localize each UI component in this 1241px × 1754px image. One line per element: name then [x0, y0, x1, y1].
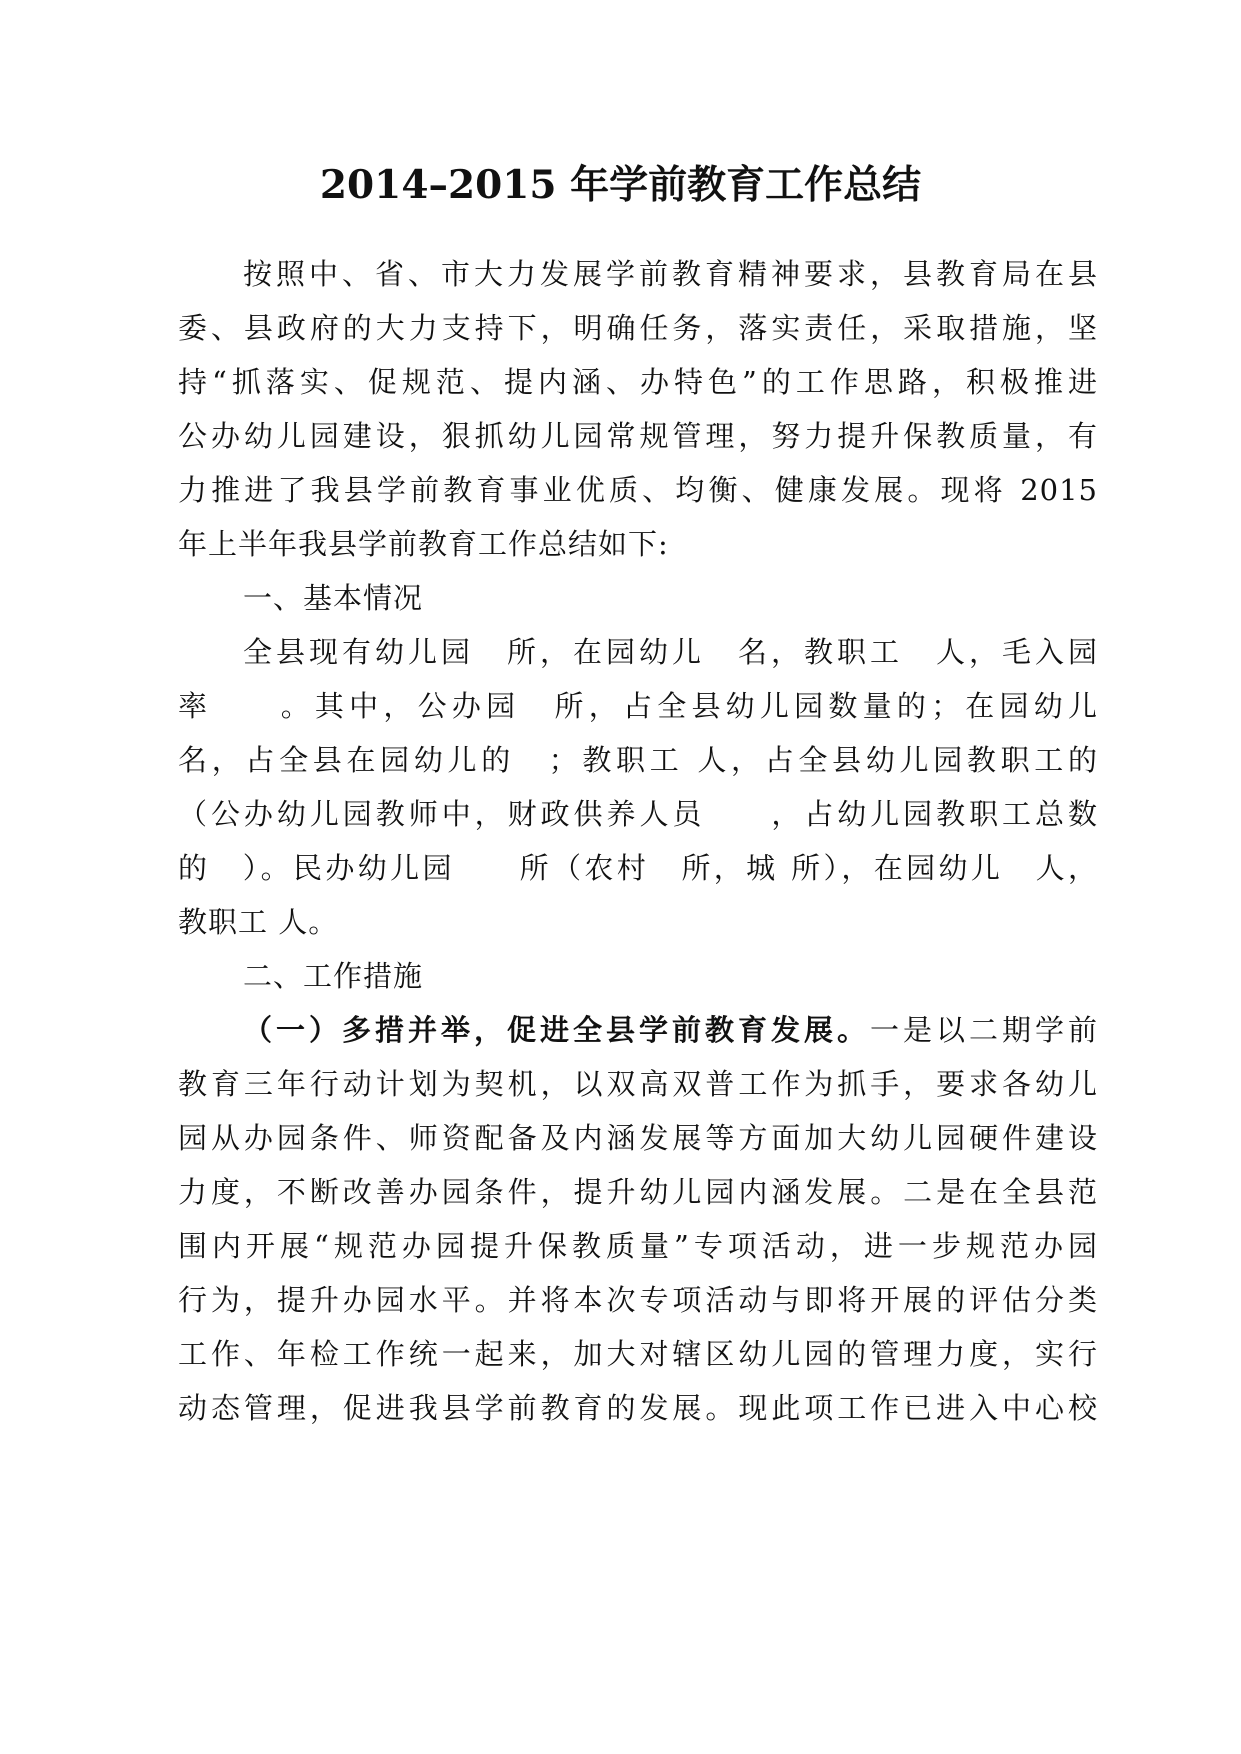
page-title: 2014–2015 年学前教育工作总结: [319, 162, 922, 208]
body-line-9: 名，占全县在园幼儿的 ；教职工 人，占全县幼儿园教职工的: [178, 743, 1098, 777]
body-line-11: 的 ）。民办幼儿园 所（农村 所，城 所），在园幼儿 人，: [178, 851, 1098, 885]
body-line-16: 力度，不断改善办园条件，提升幼儿园内涵发展。二是在全县范: [178, 1175, 1098, 1209]
body-line-14: 教育三年行动计划为契机，以双高双普工作为抓手，要求各幼儿: [178, 1067, 1098, 1101]
subsection-lead: （一）多措并举，促进全县学前教育发展。: [243, 1013, 870, 1047]
body-line-4: 公办幼儿园建设，狠抓幼儿园常规管理，努力提升保教质量，有: [178, 419, 1098, 453]
body-line-12: 教职工 人。: [178, 905, 339, 939]
body-line-17: 围内开展“规范办园提升保教质量”专项活动，进一步规范办园: [178, 1229, 1098, 1263]
body-line-3: 持“抓落实、促规范、提内涵、办特色”的工作思路，积极推进: [178, 365, 1098, 399]
body-line-10: （公办幼儿园教师中，财政供养人员 ，占幼儿园教职工总数: [178, 797, 1098, 831]
body-line-7: 全县现有幼儿园 所，在园幼儿 名，教职工 人，毛入园: [243, 635, 1098, 669]
section-heading-measures: 二、工作措施: [243, 959, 424, 993]
section-heading-basic: 一、基本情况: [243, 581, 424, 615]
body-line-6: 年上半年我县学前教育工作总结如下:: [178, 527, 669, 561]
body-line-5: 力推进了我县学前教育事业优质、均衡、健康发展。现将 2015: [178, 473, 1098, 507]
body-line-2: 委、县政府的大力支持下，明确任务，落实责任，采取措施，坚: [178, 311, 1098, 345]
body-line-13-text: 一是以二期学前: [869, 1013, 1098, 1047]
body-line-20: 动态管理，促进我县学前教育的发展。现此项工作已进入中心校: [178, 1391, 1098, 1425]
body-line-1: 按照中、省、市大力发展学前教育精神要求，县教育局在县: [243, 257, 1098, 291]
body-line-8: 率 。其中，公办园 所，占全县幼儿园数量的；在园幼儿: [178, 689, 1098, 723]
body-line-13: [243, 1004, 1098, 1056]
body-line-19: 工作、年检工作统一起来，加大对辖区幼儿园的管理力度，实行: [178, 1337, 1098, 1371]
body-line-18: 行为，提升办园水平。并将本次专项活动与即将开展的评估分类: [178, 1283, 1098, 1317]
body-line-15: 园从办园条件、师资配备及内涵发展等方面加大幼儿园硬件建设: [178, 1121, 1098, 1155]
